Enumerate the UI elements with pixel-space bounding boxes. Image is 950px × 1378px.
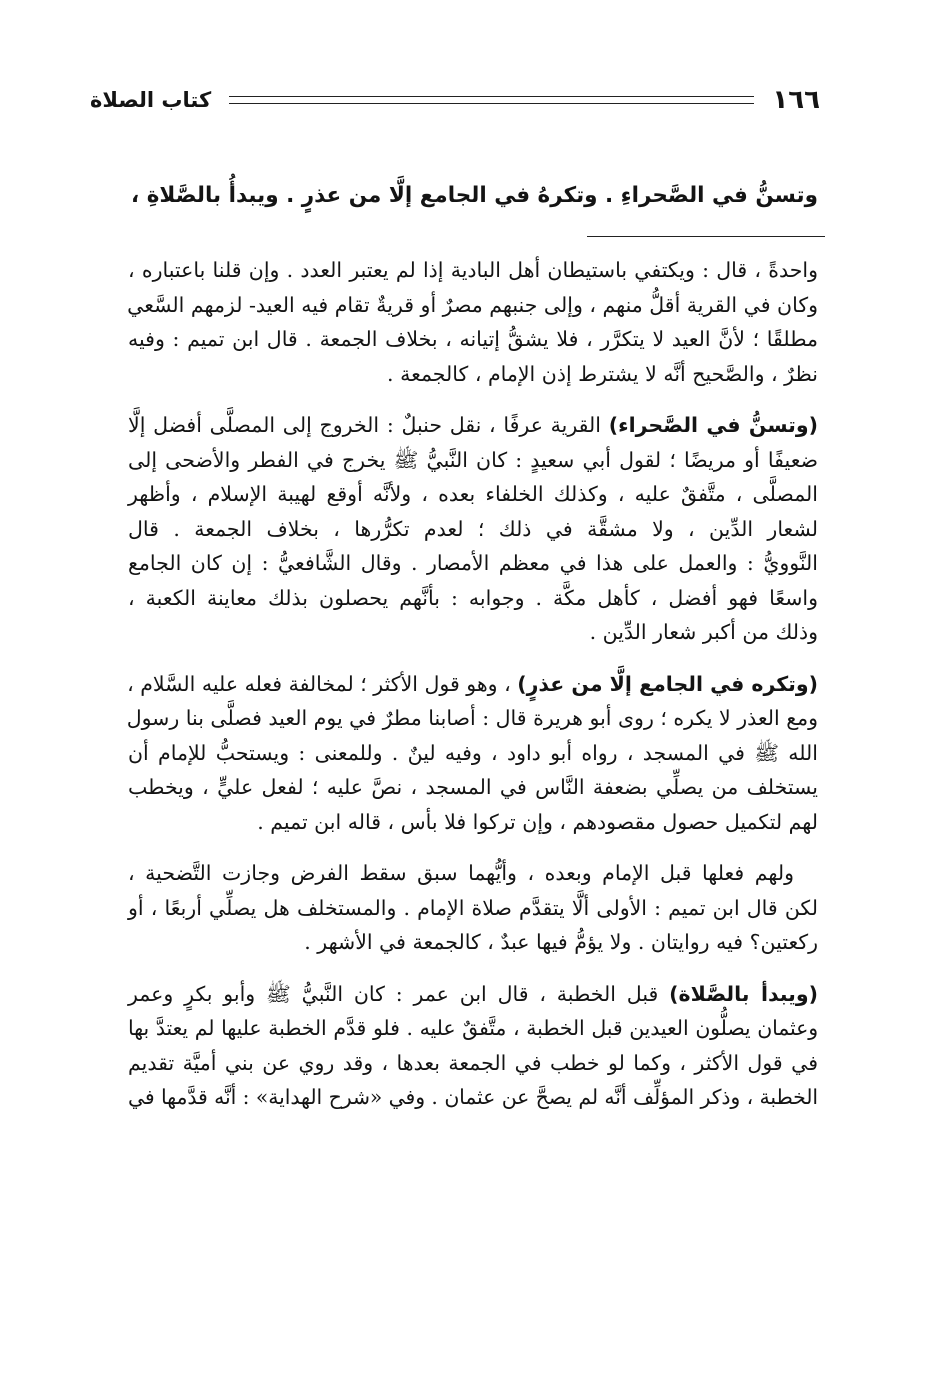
text-line: لهم لتكميل حصول مقصودهم ، وإن تركوا فلا بأس ، قاله ابن تميم . xyxy=(257,809,818,834)
paragraph-4 xyxy=(128,856,818,960)
running-header xyxy=(90,80,820,120)
text-line: الخطبة ، وذكر المؤلِّف أنَّه لم يصحَّ عن عثمان . وفي «شرح الهداية» : أنَّه قدَّمها في xyxy=(128,1085,818,1109)
text-line: ركعتين؟ فيه روايتان . ولا يؤمُّ فيها عبدٌ ، كالجمعة في الأشهر . xyxy=(304,930,818,954)
paragraph-3 xyxy=(128,667,818,840)
book-title: كتاب الصلاة xyxy=(90,88,212,112)
paragraph-2 xyxy=(128,408,818,650)
text-line xyxy=(128,977,818,1012)
text-line xyxy=(128,408,818,443)
text-line xyxy=(128,667,818,702)
text-line: الله ﷺ في المسجد ، رواه أبو داود ، وفيه لينٌ . وللمعنى : ويستحبُّ للإمام أن xyxy=(128,740,818,765)
lemma-continuation: القرية عرفًا ، نقل حنبلٌ : الخروج إلى المصلَّى أفضل إلَّا xyxy=(128,413,609,437)
lemma: (وتسنُّ في الصَّحراء) xyxy=(608,413,818,437)
text-line: المصلَّى ، متَّفقٌ عليه ، وكذلك الخلفاء بعده ، ولأنَّه أوقع لهيبة الإسلام ، وأظهر xyxy=(128,482,818,506)
matn-separator-rule xyxy=(587,236,825,237)
text-line: وعثمان يصلُّون العيدين قبل الخطبة ، متَّفقٌ عليه . فلو قدَّم الخطبة عليها لم يعتدَّ بها xyxy=(128,1016,818,1040)
text-line: وذلك من أكبر شعار الدِّين . xyxy=(589,620,818,644)
matn-text: وتسنُّ في الصَّحراءِ . وتكرهُ في الجامع إلَّا من عذرٍ . ويبدأُ بالصَّلاةِ ، xyxy=(131,183,818,208)
text-line: ضعيفًا أو مريضًا ؛ لقول أبي سعيدٍ : كان النَّبيُّ ﷺ يخرج في الفطر والأضحى إلى xyxy=(128,447,818,472)
paragraph-5 xyxy=(128,977,818,1115)
lemma-continuation: ، وهو قول الأكثر ؛ لمخالفة فعله عليه السَّلام ، xyxy=(127,671,518,696)
text-line: النَّوويُّ : والعمل على هذا في معظم الأمصار . وقال الشَّافعيُّ : إن كان الجامع xyxy=(128,551,818,575)
text-line: ومع العذر لا يكره ؛ روى أبو هريرة قال : أصابنا مطرٌ في يوم العيد فصلَّى بنا رسول xyxy=(126,706,818,730)
header-rule xyxy=(229,96,754,104)
text-line: وكان في القرية أقلُّ منهم ، وإلى جنبهم مصرٌ أو قريةٌ تقام فيه العيد- لزمهم السَّعي xyxy=(127,292,818,317)
text-line: مطلقًا ؛ لأنَّ العيد لا يتكرَّر ، فلا يشقُّ إتيانه ، بخلاف الجمعة . قال ابن تميم : وفيه xyxy=(128,327,818,351)
paragraph-1 xyxy=(128,253,818,391)
text-line: لشعار الدِّين ، ولا مشقَّة في ذلك ؛ لعدم تكرُّرها ، بخلاف الجمعة . قال xyxy=(128,516,818,541)
text-line: في قول الأكثر ، وكما لو خطب في الجمعة بعدها ، وقد روي عن بني أميَّة تقديم xyxy=(128,1050,818,1075)
text-line: يستخلف من يصلِّي بضعفة النَّاس في المسجد ، نصَّ عليه ؛ لفعل عليٍّ ، ويخطب xyxy=(128,775,818,799)
lemma: (وتكره في الجامع إلَّا من عذرٍ) xyxy=(517,671,818,696)
text-line: واحدةً ، قال : ويكتفي باستيطان أهل البادية إذا لم يعتبر العدد . وإن قلنا باعتباره ، xyxy=(128,258,818,282)
lemma: (ويبدأ بالصَّلاة) xyxy=(669,981,818,1006)
text-line: واسعًا فهو أفضل ، كأهل مكَّة . وجوابه : بأنَّهم يحصلون بذلك معاينة الكعبة ، xyxy=(128,585,818,610)
commentary-body xyxy=(128,253,818,1132)
page-number: ١٦٦ xyxy=(772,85,820,115)
text-line: ولهم فعلها قبل الإمام وبعده ، وأيُّهما سبق سقط الفرض وجازت التَّضحية ، xyxy=(128,861,794,885)
text-line: نظرٌ ، والصَّحيح أنَّه لا يشترط إذن الإمام ، كالجمعة . xyxy=(387,361,818,386)
lemma-continuation: قبل الخطبة ، قال ابن عمر : كان النَّبيُّ ﷺ وأبو بكرٍ وعمر xyxy=(128,981,670,1006)
text-line: لكن قال ابن تميم : الأولى ألَّا يتقدَّم صلاة الإمام . والمستخلف هل يصلِّي أربعًا ، أو xyxy=(128,895,818,920)
